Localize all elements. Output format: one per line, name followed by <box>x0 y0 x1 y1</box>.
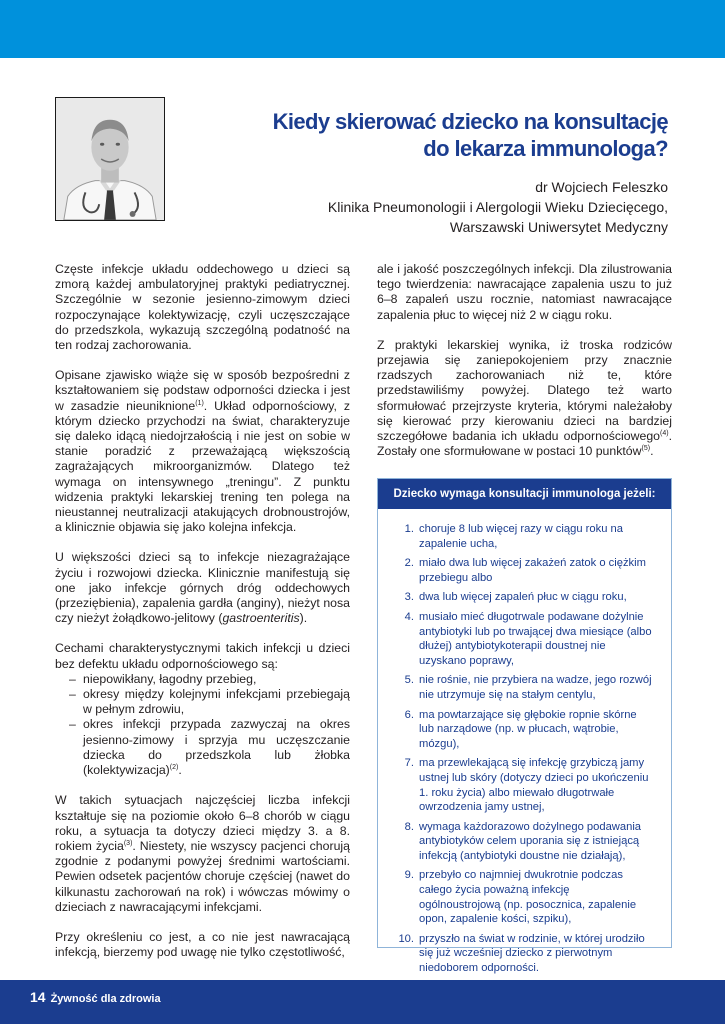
top-color-band <box>0 0 725 58</box>
reference-marker: (4) <box>660 429 669 437</box>
author-affiliation-line-1: Klinika Pneumonologii i Alergologii Wieku Dziecięcego, <box>327 199 668 215</box>
criteria-box-header: Dziecko wymaga konsultacji immunologa jeżeli: <box>378 479 671 509</box>
criteria-list <box>378 509 671 976</box>
author-block <box>228 177 668 237</box>
criteria-item: 8. wymaga każdorazowo dożylnego podawania antybiotyków celem uporania się z istniejącą infekcją (antybiotyki doustne nie działają), <box>404 820 642 862</box>
reference-marker: (2) <box>169 764 179 771</box>
paragraph: Częste infekcje układu oddechowego u dzieci są zmorą każdej ambulatoryjnej praktyki pediatrycznej. Szczególnie w sezonie jesienno-zimowym dzieci rozpoczynające kolektywizację, czyli uczęszczające do przedszkola, wykazują szczególną podatność na ten rodzaj zachorowania. <box>55 262 350 353</box>
criteria-item: 10. przyszło na świat w rodzinie, w której urodziło się już wcześniej dziecko z pierwotnym niedoborem odporności. <box>398 932 645 975</box>
criteria-box <box>377 478 672 975</box>
author-portrait-image <box>56 98 164 220</box>
paragraph: U większości dzieci są to infekcje niezagrażające życiu i rozwojowi dziecka. Klinicznie manifestują się one jako infekcje górnych dróg oddechowych (przeziębienia), zapalenia gardła (anginy), nieżyt nosa czy nieżyt żołądkowo-jelitowy (gastroenteritis). <box>55 550 350 626</box>
paragraph: Z praktyki lekarskiej wynika, iż troska rodziców przejawia się zaniepokojeniem przy znacznie rzadszych zachorowaniach niż te, które przedstawiliśmy powyżej. Dlatego też warto sformułować przejrzyste kryteria, którymi należałoby się kierować przy kierowaniu dzieci na bardziej szczegółowe badania ich układu odpornościowego$^{(4)}$. Zostały one sformułowane w postaci 10 punktów$^{(5)}$. <box>377 337 672 459</box>
page-number: 14 <box>30 989 46 1005</box>
paragraph: Przy określeniu co jest, a co nie jest nawracającą infekcją, bierzemy pod uwagę nie tylko częstotliwość, <box>55 929 350 960</box>
paragraph: Cechami charakterystycznymi takich infekcji u dzieci bez defektu układu odpornościowego są: <box>55 641 350 671</box>
criteria-item: 4. musiało mieć długotrwale podawane dożylnie antybiotyki lub po trwającej dwa miesiące (albo dłużej) antybiotykoterapii doustnej nie uzyskano poprawy, <box>404 610 652 667</box>
reference-marker: (1) <box>195 399 204 407</box>
article-title-line-1: Kiedy skierować dziecko na konsultację <box>272 109 668 134</box>
paragraph: ale i jakość poszczególnych infekcji. Dla zilustrowania tego twierdzenia: nawracające zapalenia uszu to już 6–8 zapaleń uszu rocznie, natomiast nawracające zapalenia płuc to więcej niż 2 w ciągu roku. <box>377 262 672 322</box>
criteria-item: 6. ma powtarzające się głębokie ropnie skórne lub narządowe (np. w płucach, wątrobie, mózgu), <box>404 708 637 750</box>
characteristics-list <box>55 672 350 778</box>
left-text-column <box>55 262 350 975</box>
criteria-item: 9. przebyło co najmniej dwukrotnie podczas całego życia poważną infekcję ogólnoustrojową (np. posocznica, zapalenie opon, zapalenie kości, szpiku), <box>404 869 637 926</box>
right-text-column <box>377 262 672 474</box>
author-photo <box>55 97 165 221</box>
paragraph: Opisane zjawisko wiąże się w sposób bezpośredni z kształtowaniem się podstaw odporności dziecka i jest w zasadzie nieuniknione$^{(1)}$. Układ odpornościowy, z którym dziecko przychodzi na świat, charakteryzuje się daleko idącą niedojrzałością i nie jest on sobie w stanie poradzić z przeważającą większością zagrażających mikroorganizmów. Dlatego też wymaga on intensywnego „treningu”. Z punktu widzenia praktyki lekarskiej trening ten polega na nieustannej neutralizacji atakujących drobnoustrojów, a klinicznie objawia się jako kolejna infekcja. <box>55 368 350 535</box>
author-name: dr Wojciech Feleszko <box>535 179 668 195</box>
criteria-item: 2. miało dwa lub więcej zakażeń zatok o ciężkim przebiegu albo <box>404 557 646 584</box>
criteria-item: 1. choruje 8 lub więcej razy w ciągu roku na zapalenie ucha, <box>404 523 623 550</box>
paragraph: W takich sytuacjach najczęściej liczba infekcji kształtuje się na poziomie około 6–8 chorób w ciągu roku, a sytuacja ta dotyczy dzieci między 3. a 8. rokiem życia$^{(3)}$. Niestety, nie wszyscy pacjenci chorują zgodnie z podanymi powyżej średnimi wartościami. Pewien odsetek pacjentów choruje częściej (nawet do kilkunastu zachorowań na rok) i wówczas mówimy o dzieciach z nawracającymi infekcjami. <box>55 793 350 914</box>
magazine-name: Żywność dla zdrowia <box>50 993 161 1005</box>
list-item: – okres infekcji przypada zazwyczaj na okres jesienno-zimowy i sprzyja mu uczęszczanie dziecka do przedszkola lub żłobka (kolektywizacja)$^{(2)}$. <box>55 717 350 778</box>
reference-marker: (5) <box>641 445 651 453</box>
criteria-item: 3. dwa lub więcej zapaleń płuc w ciągu roku, <box>404 591 627 604</box>
article-title <box>228 108 668 162</box>
criteria-item: 5. nie rośnie, nie przybiera na wadze, jego rozwój nie utrzymuje się na stałym centylu, <box>404 674 652 701</box>
author-affiliation-line-2: Warszawski Uniwersytet Medyczny <box>449 219 668 235</box>
italic-term: gastroenteritis <box>222 611 300 626</box>
list-item: – okresy między kolejnymi infekcjami przebiegają w pełnym zdrowiu, <box>55 687 350 717</box>
footer <box>30 989 161 1007</box>
article-title-line-2: do lekarza immunologa? <box>423 136 668 161</box>
list-item: – niepowikłany, łagodny przebieg, <box>55 672 350 687</box>
reference-marker: (3) <box>123 839 133 847</box>
criteria-item: 7. ma przewlekającą się infekcję grzybiczą jamy ustnej lub skóry (dotyczy dzieci po ukończeniu 1. roku życia) albo miewało długotrwałe owrzodzenia jamy ustnej, <box>404 757 649 814</box>
